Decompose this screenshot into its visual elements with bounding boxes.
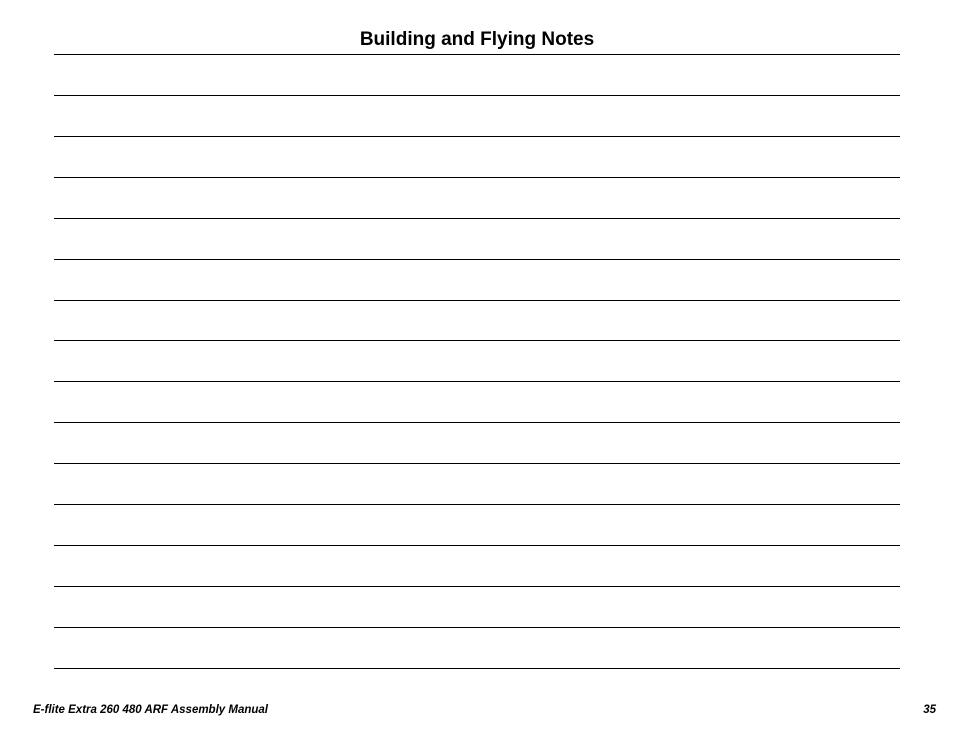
writing-line bbox=[54, 259, 900, 260]
page-title: Building and Flying Notes bbox=[359, 29, 595, 50]
writing-line bbox=[54, 95, 900, 96]
writing-line bbox=[54, 545, 900, 546]
writing-line bbox=[54, 504, 900, 505]
writing-line bbox=[54, 177, 900, 178]
writing-line bbox=[54, 586, 900, 587]
writing-line bbox=[54, 218, 900, 219]
writing-line bbox=[54, 54, 900, 55]
writing-line bbox=[54, 381, 900, 382]
footer-manual-title: E-flite Extra 260 480 ARF Assembly Manual bbox=[33, 704, 268, 716]
writing-line bbox=[54, 668, 900, 669]
writing-line bbox=[54, 300, 900, 301]
writing-line bbox=[54, 136, 900, 137]
writing-line bbox=[54, 422, 900, 423]
writing-line bbox=[54, 627, 900, 628]
writing-line bbox=[54, 463, 900, 464]
footer-page-number: 35 bbox=[923, 704, 936, 716]
writing-line bbox=[54, 340, 900, 341]
